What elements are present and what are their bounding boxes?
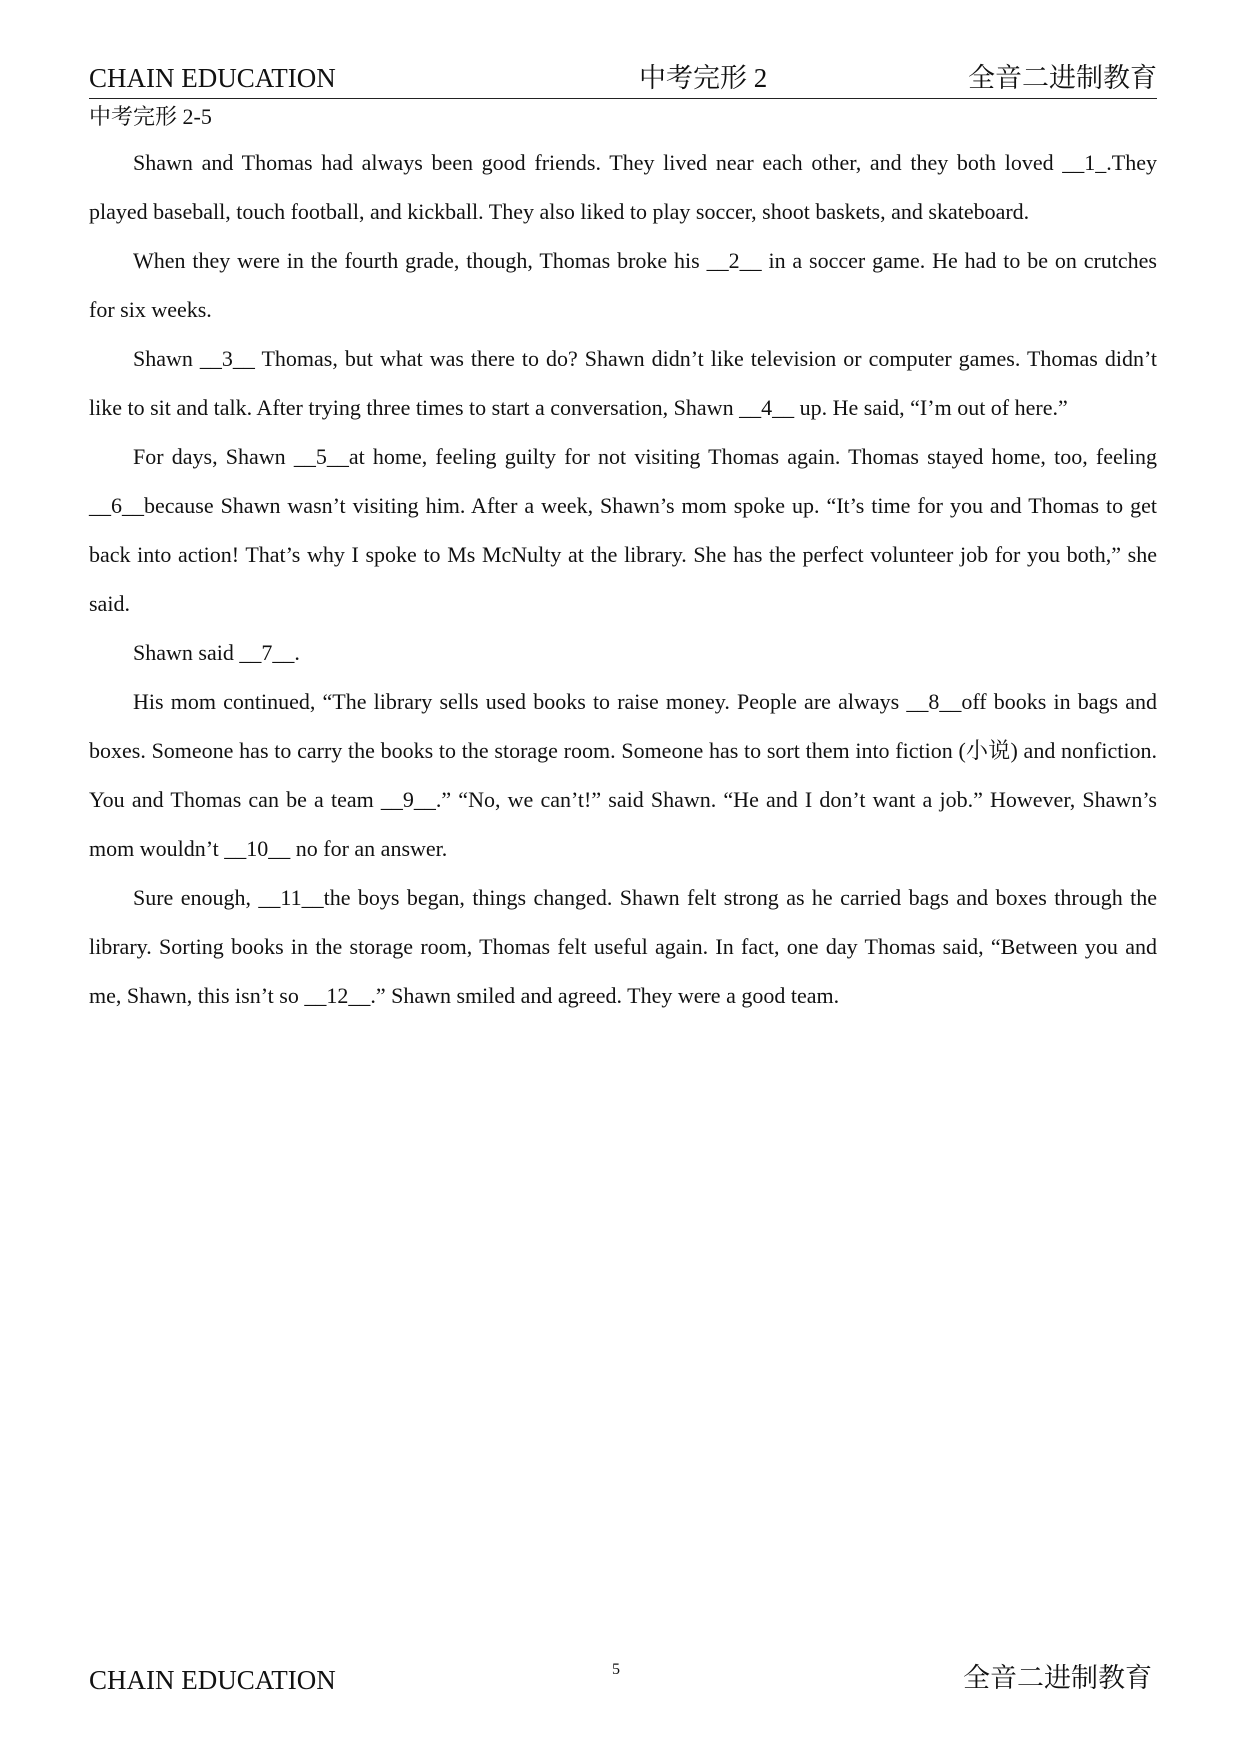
paragraph-4: For days, Shawn __5__at home, feeling guilty for not visiting Thomas again. Thomas stayed home, too, feeling __6__because Shawn wasn’t visiting him. After a week, Shawn’s mom spoke up. “It’s time for you and Thomas to get back into action! That’s why I spoke to Ms McNulty at the library. She has the perfect volunteer job for you both,” she said. [89,444,1157,616]
section-title: 中考完形 2-5 [89,104,212,129]
header-center-title: 中考完形 2 [639,63,768,93]
page-header [89,58,1157,99]
footer-left-text: CHAIN EDUCATION [89,1665,336,1695]
paragraph-1: Shawn and Thomas had always been good friends. They lived near each other, and they both loved __1_.They played baseball, touch football, and kickball. They also liked to play soccer, shoot baskets, and skateboard. [89,150,1157,224]
paragraph-5: Shawn said __7__. [133,640,300,665]
page-number: 5 [612,1661,620,1678]
header-left-text: CHAIN EDUCATION [89,63,336,93]
paragraph-6: His mom continued, “The library sells used books to raise money. People are always __8__off books in bags and boxes. Someone has to carry the books to the storage room. Someone has to sort them into fiction (小说) and nonfiction. You and Thomas can be a team __9__.” “No, we can’t!” said Shawn. “He and I don’t want a job.” However, Shawn’s mom wouldn’t __10__ no for an answer. [89,689,1157,861]
paragraph-7: Sure enough, __11__the boys began, things changed. Shawn felt strong as he carried bags and boxes through the library. Sorting books in the storage room, Thomas felt useful again. In fact, one day Thomas said, “Between you and me, Shawn, this isn’t so __12__.” Shawn smiled and agreed. They were a good team. [89,885,1157,1008]
header-right-text: 全音二进制教育 [968,63,1157,93]
cloze-passage [89,138,1157,1020]
paragraph-3: Shawn __3__ Thomas, but what was there to do? Shawn didn’t like television or computer games. Thomas didn’t like to sit and talk. After trying three times to start a conversation, Shawn __4__ up. He said, “I’m out of here.” [89,346,1157,420]
footer-right-text: 全音二进制教育 [963,1663,1152,1693]
paragraph-2: When they were in the fourth grade, though, Thomas broke his __2__ in a soccer game. He had to be on crutches for six weeks. [89,248,1157,322]
